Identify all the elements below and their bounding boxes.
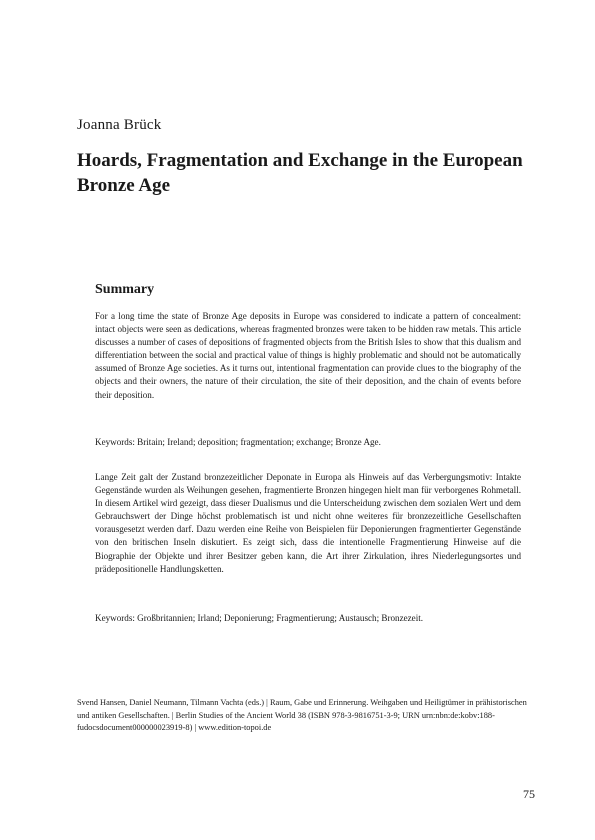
keywords-english: Keywords: Britain; Ireland; deposition; fragmentation; exchange; Bronze Age.	[95, 437, 381, 447]
page-number: 75	[523, 787, 535, 801]
article-title: Hoards, Fragmentation and Exchange in the European Bronze Age	[77, 150, 523, 196]
summary-german: Lange Zeit galt der Zustand bronzezeitlicher Deponate in Europa als Hinweis auf das Verbergungsmotiv: Intakte Gegenstände wurden als Weihungen gesehen, fragmentierte Bronzen hingegen hielt man für verborgenes Rohmetall. In diesem Artikel wird gezeigt, dass dieser Dualismus und die Unterscheidung zwischen dem sozialen Wert und dem Gebrauchswert der Dinge höchst problematisch ist und nicht ohne weiteres für bronzezeitliche Gesellschaften vorausgesetzt werden darf. Dazu werden eine Reihe von Beispielen für Deponierungen fragmentierter Gegenstände von den britischen Inseln diskutiert. Es zeigt sich, dass die intentionelle Fragmentierung Hinweise auf die Biographie der Objekte und ihrer Besitzer geben kann, die Art ihrer Zirkulation, ihres Niederlegungsortes und prädepositionelle Handlungsketten.	[95, 472, 521, 574]
keywords-german: Keywords: Großbritannien; Irland; Deponierung; Fragmentierung; Austausch; Bronzezeit.	[95, 613, 424, 623]
citation-footer: Svend Hansen, Daniel Neumann, Tilmann Vachta (eds.) | Raum, Gabe und Erinnerung. Weihgaben und Heiligtümer in prähistorischen und antiken Gesellschaften. | Berlin Studies of the Ancient World 38 (ISBN 978-3-9816751-3-9; URN urn:nbn:de:kobv:188-fudocsdocument000000023919-8) | www.edition-topoi.de	[77, 698, 527, 732]
author-name: Joanna Brück	[77, 117, 162, 133]
summary-english: For a long time the state of Bronze Age deposits in Europe was considered to indicate a pattern of concealment: intact objects were seen as dedications, whereas fragmented bronzes were taken to be hidden raw metals. This article discusses a number of cases of depositions of fragmented objects from the British Isles to show that this dualism and differentiation between the social and practical value of things is highly problematic and should not be automatically assumed of Bronze Age societies. As it turns out, intentional fragmentation can provide clues to the biography of the objects and their owners, the nature of their circulation, the site of their deposition, and the chain of events before their deposition.	[95, 311, 521, 400]
summary-heading: Summary	[95, 282, 155, 297]
